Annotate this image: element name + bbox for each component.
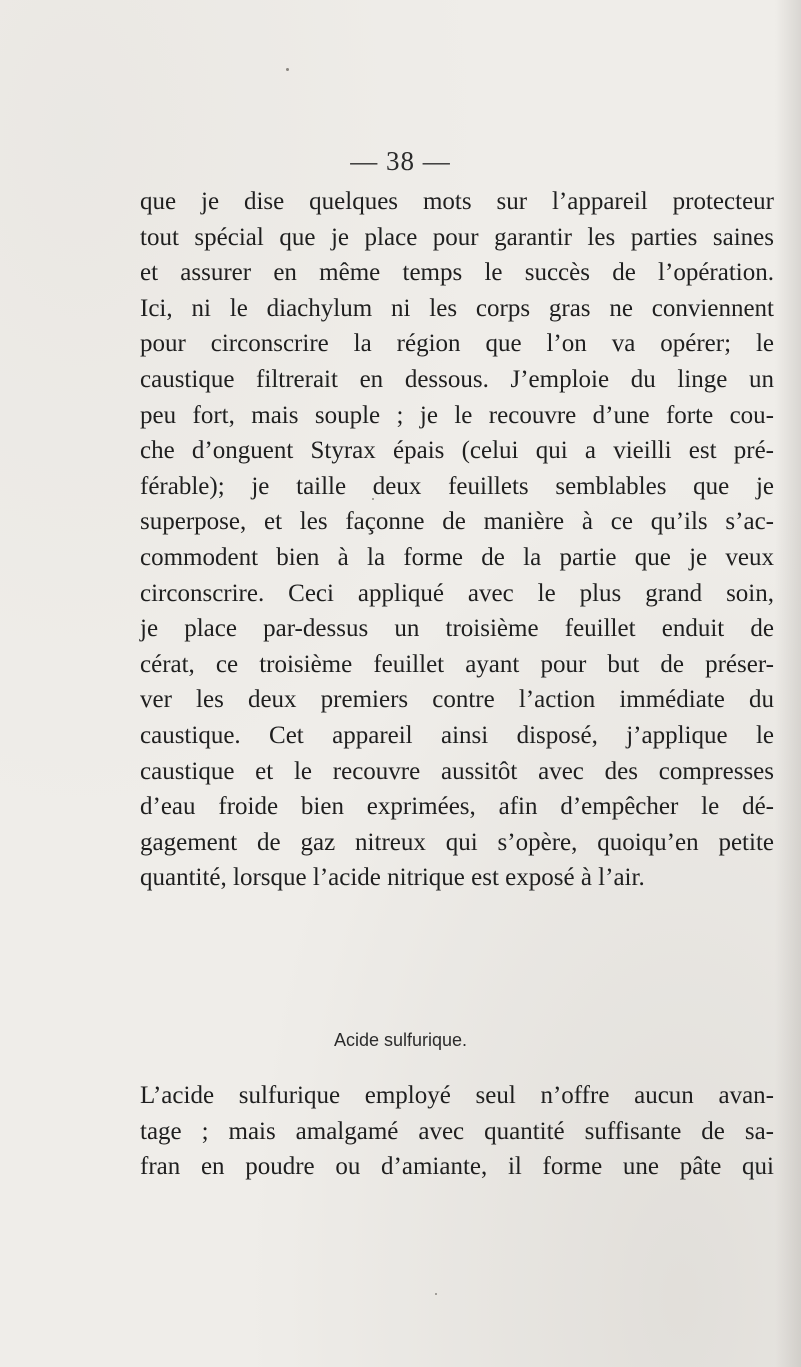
text-line: cérat, ce troisième feuillet ayant pour but de préser- (140, 650, 774, 678)
text-line: commodent bien à la forme de la partie que je veux (140, 543, 774, 571)
text-line: peu fort, mais souple ; je le recouvre d’une forte cou- (140, 401, 774, 429)
text-line: je place par-dessus un troisième feuillet enduit de (140, 615, 774, 643)
text-line: caustique. Cet appareil ainsi disposé, j’applique le (140, 721, 774, 749)
text-line: Ici, ni le diachylum ni les corps gras ne conviennent (140, 294, 774, 322)
text-line: férable); je taille deux feuillets semblables que je (140, 472, 774, 500)
text-line: L’acide sulfurique employé seul n’offre aucun avan- (140, 1082, 774, 1109)
page-edge-shadow (775, 0, 801, 1367)
paper-fleck (286, 68, 289, 71)
text-line: superpose, et les façonne de manière à ce qu’ils s’ac- (140, 508, 774, 536)
paragraph-2 (140, 1078, 774, 1185)
text-line: caustique filtrerait en dessous. J’emploie du linge un (140, 365, 774, 393)
text-line: que je dise quelques mots sur l’appareil protecteur (140, 188, 774, 215)
text-line: caustique et le recouvre aussitôt avec des compresses (140, 757, 774, 785)
text-line: tout spécial que je place pour garantir les parties saines (140, 223, 774, 251)
text-line: et assurer en même temps le succès de l’opération. (140, 259, 774, 287)
text-line: pour circonscrire la région que l’on va opérer; le (140, 330, 774, 358)
text-line: ver les deux premiers contre l’action immédiate du (140, 686, 774, 714)
paragraph-1 (140, 184, 774, 896)
text-line: circonscrire. Ceci appliqué avec le plus grand soin, (140, 579, 774, 607)
text-line: tage ; mais amalgamé avec quantité suffisante de sa- (140, 1117, 774, 1145)
text-line: gagement de gaz nitreux qui s’opère, quoiqu’en petite (140, 828, 774, 856)
page-number: — 38 — (350, 146, 451, 176)
text-line: quantité, lorsque l’acide nitrique est exposé à l’air. (140, 864, 645, 892)
text-line: che d’onguent Styrax épais (celui qui a vieilli est pré- (140, 437, 774, 465)
text-line: fran en poudre ou d’amiante, il forme une pâte qui (140, 1153, 774, 1181)
paper-fleck (435, 1293, 437, 1295)
text-line: d’eau froide bien exprimées, afin d’empêcher le dé- (140, 793, 774, 821)
section-heading: Acide sulfurique. (333, 1030, 468, 1050)
